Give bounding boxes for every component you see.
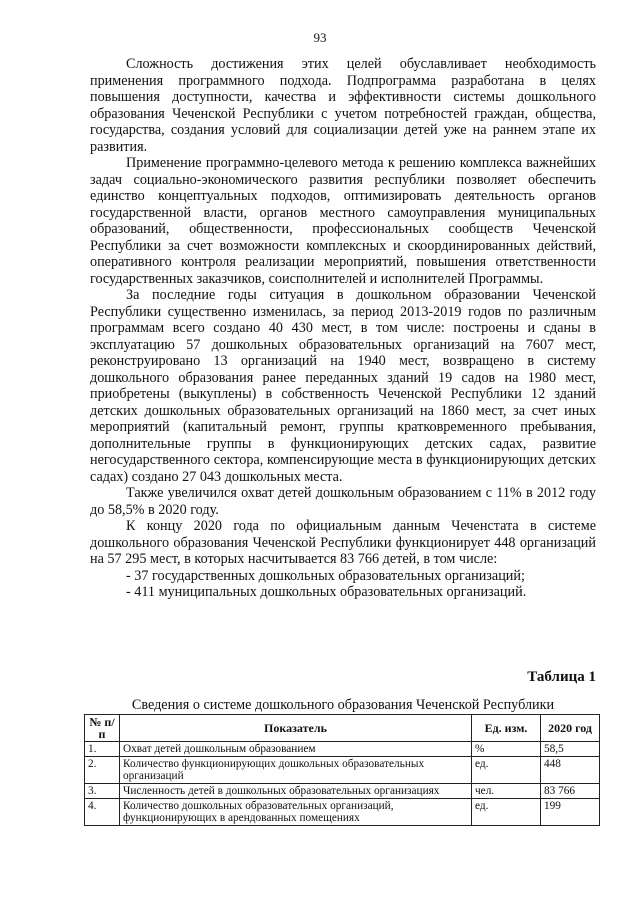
table-row — [85, 784, 600, 799]
info-table — [84, 714, 600, 826]
list-item: - 37 государственных дошкольных образовательных организаций; — [126, 567, 525, 584]
cell-num: 3. — [85, 784, 120, 799]
cell-unit: чел. — [472, 784, 541, 799]
paragraph: К концу 2020 года по официальным данным Чеченстата в системе дошкольного образования Чеченской Республики функционирует 448 организаций на 57 295 мест, в которых насчитывается 83 766 детей, в том числе: — [90, 518, 596, 567]
cell-value: 58,5 — [541, 742, 600, 757]
cell-num: 2. — [85, 757, 120, 784]
cell-num: 1. — [85, 742, 120, 757]
body-text — [90, 56, 596, 601]
header-indicator: Показатель — [120, 715, 472, 742]
header-unit: Ед. изм. — [472, 715, 541, 742]
cell-indicator: Количество дошкольных образовательных организаций, функционирующих в арендованных помещениях — [120, 799, 472, 826]
table-row — [85, 742, 600, 757]
table-caption: Сведения о системе дошкольного образования Чеченской Республики — [131, 697, 555, 713]
paragraph: За последние годы ситуация в дошкольном образовании Чеченской Республики существенно изменилась, за период 2013-2019 годов по различным программам всего создано 40 430 мест, в том числе: построены и сданы в эксплуатацию 57 дошкольных образовательных организаций на 7607 мест, реконструировано 13 организаций на 1940 мест, возвращено в систему дошкольного образования ранее переданных зданий 19 садов на 1980 мест, приобретены (выкуплены) в собственность Чеченской Республики 12 зданий детских дошкольных образовательных организаций на 1860 мест, за счет иных мероприятий (капитальный ремонт, группы кратковременного пребывания, дополнительные группы в функционирующих детских садах, развитие негосударственного сектора, компенсирующие места в функционирующих детских садах) создано 27 043 дошкольных места. — [90, 287, 596, 485]
paragraph: Применение программно-целевого метода к решению комплекса важнейших задач социально-экономического развития республики позволяет обеспечить единство концептуальных подходов, оптимизировать деятельность органов государственной власти, органов местного самоуправления муниципальных образований, общественности, профессиональных сообществ Чеченской Республики за счет возможности комплексных и скоординированных действий, оперативного контроля реализации мероприятий, повышения ответственности государственных заказчиков, соисполнителей и исполнителей Программы. — [90, 155, 596, 287]
table-row — [85, 799, 600, 826]
cell-indicator: Охват детей дошкольным образованием — [120, 742, 472, 757]
cell-value: 83 766 — [541, 784, 600, 799]
paragraph: Также увеличился охват детей дошкольным образованием с 11% в 2012 году до 58,5% в 2020 году. — [90, 485, 596, 518]
header-year: 2020 год — [541, 715, 600, 742]
table-label: Таблица 1 — [527, 669, 596, 685]
paragraph: Сложность достижения этих целей обуславливает необходимость применения программного подхода. Подпрограмма разработана в целях повышения доступности, качества и эффективности системы дошкольного образования Чеченской Республики с учетом потребностей граждан, общества, государства, создания условий для социализации детей уже на раннем этапе их развития. — [90, 56, 596, 155]
table-header-row — [85, 715, 600, 742]
cell-value: 199 — [541, 799, 600, 826]
cell-unit: % — [472, 742, 541, 757]
cell-num: 4. — [85, 799, 120, 826]
header-num: № п/п — [85, 715, 120, 742]
list-item: - 411 муниципальных дошкольных образовательных организаций. — [126, 584, 527, 600]
cell-unit: ед. — [472, 799, 541, 826]
cell-indicator: Количество функционирующих дошкольных образовательных организаций — [120, 757, 472, 784]
page-number: 93 — [313, 30, 327, 45]
cell-value: 448 — [541, 757, 600, 784]
table-row — [85, 757, 600, 784]
cell-indicator: Численность детей в дошкольных образовательных организациях — [120, 784, 472, 799]
cell-unit: ед. — [472, 757, 541, 784]
